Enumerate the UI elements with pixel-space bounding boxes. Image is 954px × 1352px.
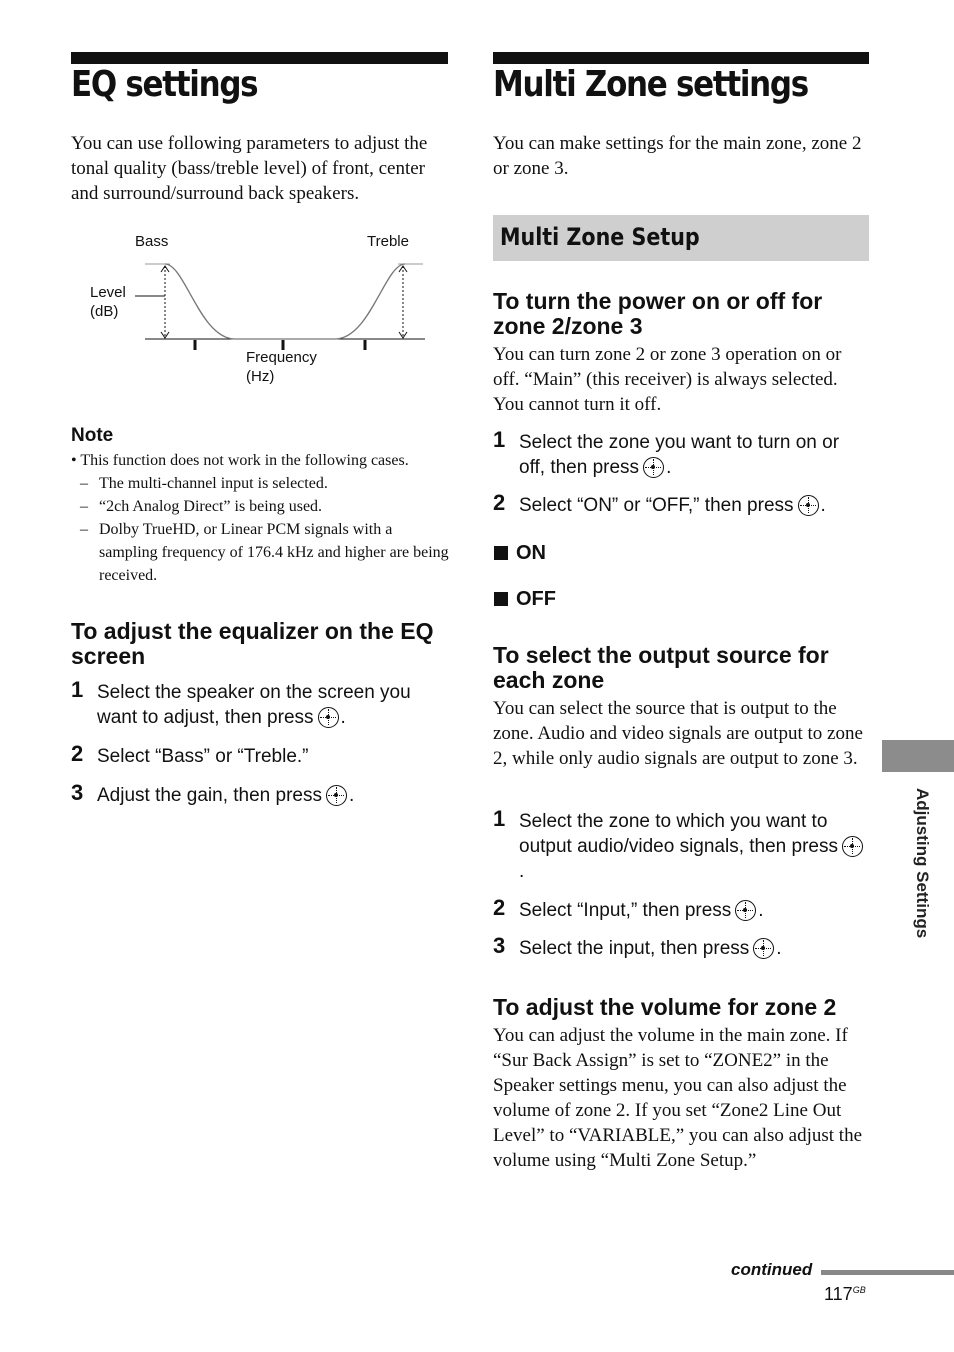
- square-bullet-icon: [494, 546, 508, 560]
- output-body: You can select the source that is output to the zone. Audio and video signals are output to zone 2, while only audio signals are output to zone 3.: [493, 698, 863, 769]
- note-dash-2: –: [80, 498, 88, 515]
- eq-intro: You can use following parameters to adjust the tonal quality (bass/treble level) of front, center and surround/surround back speakers.: [71, 133, 428, 204]
- step-end: .: [666, 457, 672, 478]
- power-body: You can turn zone 2 or zone 3 operation on or off. “Main” (this receiver) is always selected. You cannot turn it off.: [493, 344, 842, 415]
- enter-button-icon: [735, 900, 756, 921]
- step-number: 2: [493, 895, 506, 920]
- side-tab-label: Adjusting Settings: [913, 788, 932, 939]
- enter-button-icon: [753, 938, 774, 959]
- step-number: 3: [493, 933, 506, 958]
- continued-rule: [821, 1270, 954, 1275]
- note-item-3: Dolby TrueHD, or Linear PCM signals with a sampling frequency of 176.4 kHz and higher are being received.: [99, 521, 449, 584]
- frequency-label: Frequency: [246, 349, 317, 366]
- step-number: 3: [71, 780, 84, 805]
- right-title-rule: [493, 52, 869, 64]
- power-step-2: [493, 490, 869, 518]
- step-end: .: [340, 707, 346, 728]
- continued-label: continued: [731, 1260, 813, 1279]
- volume-heading: To adjust the volume for zone 2: [493, 994, 837, 1020]
- eq-curve-graphic: [85, 228, 430, 388]
- eq-step-2: [71, 741, 451, 769]
- note-dash-3: –: [80, 521, 88, 538]
- multi-zone-title: Multi Zone settings: [493, 64, 808, 105]
- step-text: Select “Input,” then press: [519, 900, 732, 921]
- frequency-unit-label: (Hz): [246, 368, 275, 385]
- option-on-label: ON: [516, 542, 546, 564]
- step-number: 2: [493, 490, 506, 515]
- note-dash-1: –: [80, 475, 88, 492]
- option-on: [494, 542, 546, 565]
- step-text: Select the zone to which you want to output audio/video signals, then press: [519, 811, 838, 857]
- level-label: Level: [90, 284, 126, 301]
- note-bullet: • This function does not work in the following cases.: [71, 452, 409, 469]
- note-heading: Note: [71, 425, 114, 446]
- bass-label: Bass: [135, 233, 169, 250]
- page-number-value: 117: [824, 1284, 853, 1304]
- left-title-rule: [71, 52, 448, 64]
- step-end: .: [776, 938, 782, 959]
- step-number: 1: [493, 806, 506, 831]
- step-text: Select “ON” or “OFF,” then press: [519, 495, 794, 516]
- enter-button-icon: [326, 785, 347, 806]
- level-unit-label: (dB): [90, 303, 119, 320]
- power-step-1: [493, 427, 869, 480]
- enter-button-icon: [798, 495, 819, 516]
- eq-step-3: [71, 780, 451, 808]
- step-end: .: [348, 785, 355, 806]
- step-text: Select the speaker on the screen you want to adjust, then press: [97, 682, 411, 728]
- treble-label: Treble: [367, 233, 409, 250]
- eq-settings-title: EQ settings: [71, 64, 258, 105]
- step-text: Select “Bass” or “Treble.”: [97, 746, 309, 767]
- step-end: .: [519, 861, 525, 882]
- step-text: Adjust the gain, then press: [97, 785, 322, 806]
- step-text: Select the input, then press: [519, 938, 750, 959]
- option-off-label: OFF: [516, 588, 556, 610]
- output-step-1: [493, 806, 869, 884]
- multi-zone-setup-banner: [493, 215, 869, 261]
- eq-diagram: [85, 228, 430, 388]
- option-off: [494, 588, 556, 611]
- enter-button-icon: [643, 457, 664, 478]
- note-item-1: The multi-channel input is selected.: [99, 475, 328, 492]
- note-item-2: “2ch Analog Direct” is being used.: [99, 498, 323, 515]
- output-step-3: [493, 933, 869, 961]
- enter-button-icon: [318, 707, 339, 728]
- enter-button-icon: [842, 836, 863, 857]
- output-step-2: [493, 895, 869, 923]
- step-number: 1: [71, 677, 84, 702]
- output-heading: To select the output source for each zone: [493, 642, 829, 693]
- page-number: [824, 1284, 866, 1305]
- square-bullet-icon: [494, 592, 508, 606]
- step-end: .: [758, 900, 764, 921]
- volume-body: You can adjust the volume in the main zone. If “Sur Back Assign” is set to “ZONE2” in the Speaker settings menu, you can also adjust the volume of zone 2. If you set “Zone2 Line Out Level” to “VARIABLE,” you can also adjust the volume using “Multi Zone Setup.”: [493, 1025, 862, 1171]
- note-block: [71, 449, 451, 584]
- multi-zone-intro: You can make settings for the main zone, zone 2 or zone 3.: [493, 133, 862, 179]
- page-number-suffix: GB: [852, 1285, 866, 1295]
- power-heading: To turn the power on or off for zone 2/zone 3: [493, 288, 823, 339]
- step-end: .: [820, 495, 826, 516]
- step-number: 2: [71, 741, 84, 766]
- multi-zone-setup-label: Multi Zone Setup: [500, 223, 700, 251]
- step-number: 1: [493, 427, 506, 452]
- step-text: Select the zone you want to turn on or off, then press: [519, 432, 840, 478]
- eq-step-1: [71, 677, 451, 730]
- side-tab-marker: [882, 740, 954, 772]
- eq-procedure-heading: To adjust the equalizer on the EQ screen: [71, 618, 434, 669]
